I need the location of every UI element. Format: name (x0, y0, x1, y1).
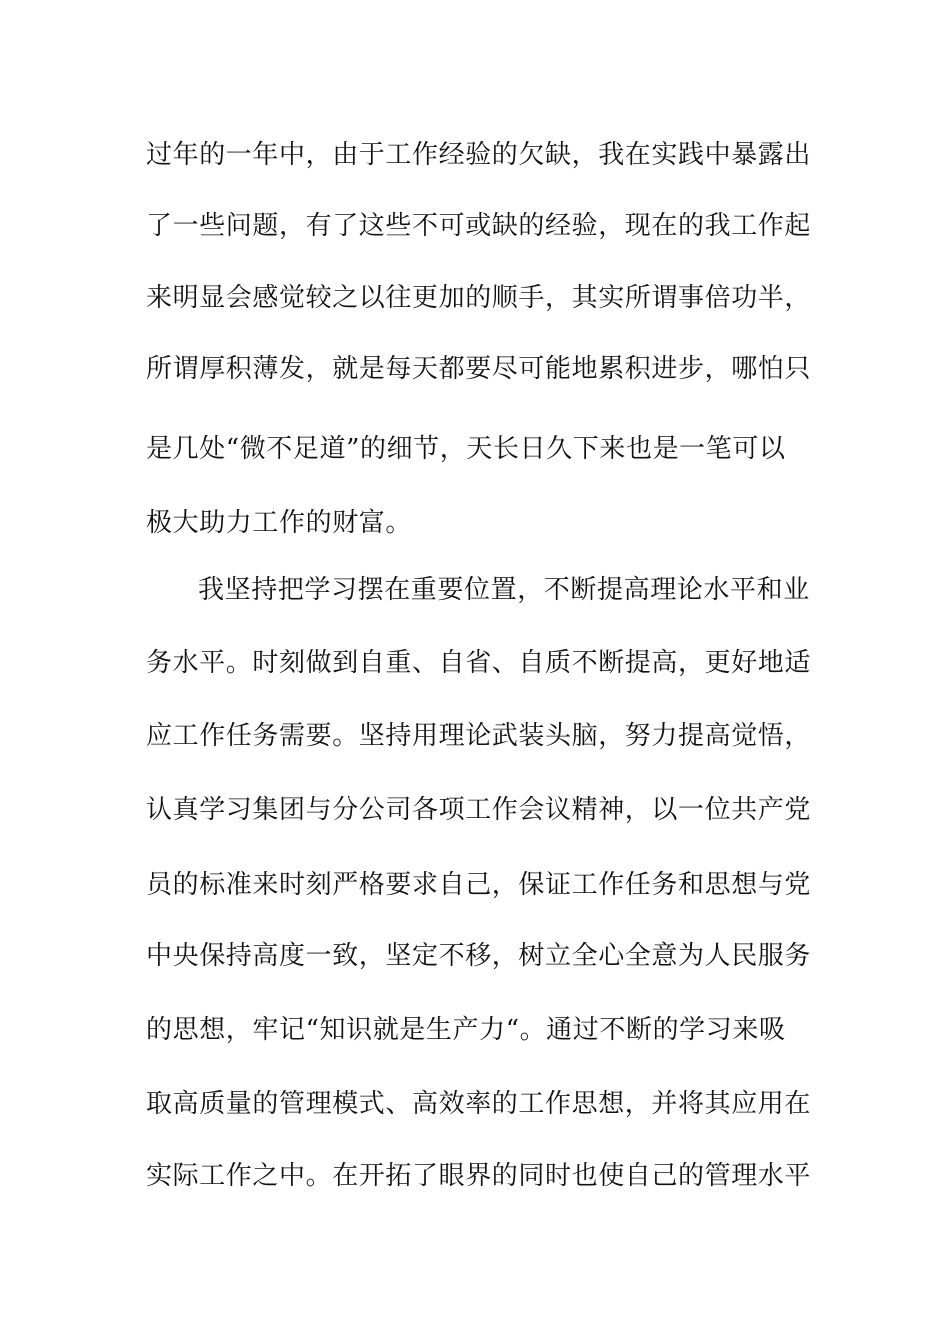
text-line: 过年的一年中，由于工作经验的欠缺，我在实践中暴露出 (146, 140, 812, 170)
text-line: 认真学习集团与分公司各项工作会议精神，以一位共产党 (146, 795, 812, 825)
text-line: 的思想，牢记“知识就是生产力“。通过不断的学习来吸 (146, 1015, 786, 1045)
paragraph-first-line: 我坚持把学习摆在重要位置，不断提高理论水平和业 (198, 575, 810, 605)
text-line: 来明显会感觉较之以往更加的顺手，其实所谓事倍功半， (146, 283, 812, 313)
text-line: 实际工作之中。在开拓了眼界的同时也使自己的管理水平 (146, 1161, 812, 1191)
text-line: 中央保持高度一致，坚定不移，树立全心全意为人民服务 (146, 941, 812, 971)
text-line: 了一些问题，有了这些不可或缺的经验，现在的我工作起 (146, 211, 812, 241)
text-line: 员的标准来时刻严格要求自己，保证工作任务和思想与党 (146, 870, 812, 900)
text-line: 应工作任务需要。坚持用理论武装头脑，努力提高觉悟， (146, 721, 812, 751)
text-line: 取高质量的管理模式、高效率的工作思想，并将其应用在 (146, 1089, 812, 1119)
text-line: 是几处“微不足道”的细节，天长日久下来也是一笔可以 (146, 434, 786, 464)
text-line: 所谓厚积薄发，就是每天都要尽可能地累积进步，哪怕只 (146, 354, 812, 384)
text-line: 极大助力工作的财富。 (146, 508, 413, 538)
text-line: 务水平。时刻做到自重、自省、自质不断提高，更好地适 (146, 648, 812, 678)
